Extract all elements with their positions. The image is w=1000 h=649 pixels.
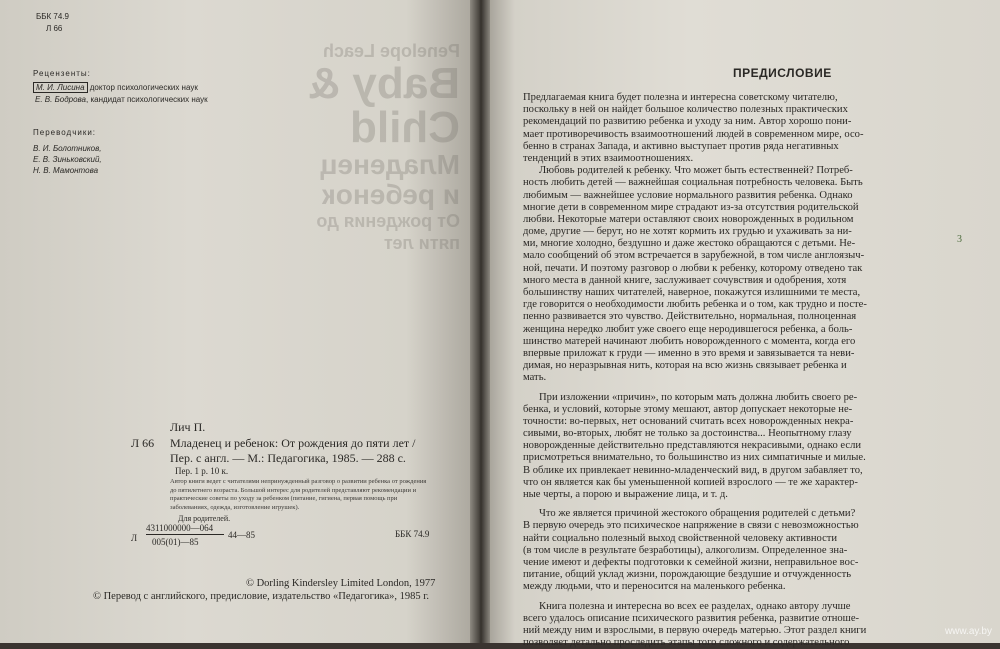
bbk-code-top: ББК 74.9 (36, 12, 69, 21)
paragraph-gap (523, 385, 951, 392)
text-line: впервые приложат к груди — именно в это время и завязывается та неви- (523, 347, 855, 359)
text-line: мать. (523, 372, 547, 384)
text-line: многие дети в современном мире страдают из-за отсутствия родительской (523, 201, 859, 213)
text-line: позволяет детально проследить этапы того сложного и содержательного (523, 637, 850, 649)
catalog-imprint-line: Пер. с англ. — М.: Педагогика, 1985. — 288 с. (170, 451, 406, 465)
text-line: где говорится о необходимости любить ребенка и о том, как трудно и посте- (523, 299, 867, 311)
text-line: много места в данной книге, заслуживает сочувствия и одобрения, хотя (523, 274, 847, 286)
ghost-line: Penelope Leach (322, 41, 460, 61)
text-line: тенденций в этих взаимоотношениях. (523, 152, 694, 164)
text-line: (в том числе в результате безработицы), алкоголизм. Определенное зна- (523, 544, 848, 556)
translator-2: Е. В. Зиньковский, (33, 155, 102, 164)
translator-3: Н. В. Мамонтова (33, 166, 99, 175)
copyright-original: © Dorling Kindersley Limited London, 1977 (246, 578, 436, 589)
reviewer-title-1: доктор психологических наук (89, 83, 198, 92)
text-line: что он является как бы уменьшенной копией взрослого — те же характер- (523, 476, 858, 488)
translator-1: В. И. Болотников, (33, 144, 102, 153)
ghost-line: Младенец и ребенок (320, 149, 460, 210)
text-line: ность любить детей — важнейшая социальная потребность человека. Быть (523, 177, 863, 189)
reviewer-line-1 (33, 83, 198, 92)
text-line: сивыми, во-вторых, любят не только за достоинства... Неопытному глазу (523, 428, 852, 440)
text-line: шинство матерей начинают любить новорожденного с момента, когда его (523, 335, 856, 347)
catalog-fraction-number: 44—85 (228, 530, 255, 540)
catalog-annotation: Автор книги ведет с читателями непринужденный разговор о развитии ребенка от рождения до пятилетнего возраста. Большой интерес для родителей представляют рекомендации и практические советы по уходу за ребенком (питание, гигиена, первая помощь при заболеваниях, одежда, изготовление игрушек). (170, 478, 427, 511)
text-line: Книга полезна и интересна во всех ее разделах, однако автору лучше (539, 600, 851, 612)
book-gutter (470, 0, 490, 643)
reviewer-line-2 (35, 95, 208, 104)
text-line: В облике их привлекает невинно-младенческий вид, в другом забавляет то, (523, 464, 863, 476)
text-line: поскольку в ней он найдет большое количество полезных практических (523, 104, 848, 116)
catalog-price: Пер. 1 р. 10 к. (175, 466, 229, 476)
text-line: между людьми, что и переносится на маленького ребенка. (523, 581, 786, 593)
catalog-fraction-bottom: 005(01)—85 (152, 537, 199, 547)
text-line: димая, но неразрывная нить, которая на всю жизнь связывает ребенка и (523, 360, 847, 372)
page-number: 3 (957, 234, 962, 245)
text-line: пенно развивается это чувство. Действительно, нормальная, полноценная (523, 311, 857, 323)
text-line: точности: во-первых, нет оснований считать всех новорожденных некра- (523, 415, 854, 427)
text-line: Любовь родителей к ребенку. Что может быть естественней? Потреб- (539, 165, 853, 177)
catalog-title-line: Младенец и ребенок: От рождения до пяти лет / (170, 436, 416, 450)
page-title: ПРЕДИСЛОВИЕ (733, 66, 832, 80)
catalog-fraction-top: 4311000000—064 (146, 523, 214, 533)
paragraph-gap (523, 501, 951, 508)
text-line: питание, общий уклад жизни, порождающие бездушие и отчужденность (523, 569, 852, 581)
text-line: любимым — важнейшее условие нормального развития ребенка. Однако (523, 189, 853, 201)
catalog-code: Л 66 (131, 436, 155, 450)
reviewer-title-2: , кандидат психологических наук (86, 95, 208, 104)
paragraph-gap (523, 594, 951, 601)
reviewers-label: Рецензенты: (33, 69, 91, 78)
watermark: www.ay.by (944, 626, 992, 637)
text-line: новорожденные действительно представляются некрасивыми, однако если (523, 440, 862, 452)
text-line: ной, печати. И поэтому разговор о любви к ребенку, которому отведено так (523, 262, 863, 274)
text-line: чение имеют и дефекты подготовки к семейной жизни, неправильное вос- (523, 556, 859, 568)
reviewer-name-2: Е. В. Бодрова (35, 95, 86, 104)
translators-label: Переводчики: (33, 128, 97, 137)
text-line: бенно в странах Запада, и активно выступает против ряда негативных (523, 140, 839, 152)
catalog-audience: Для родителей. (178, 514, 231, 523)
copyright-translation: © Перевод с английского, предисловие, издательство «Педагогика», 1985 г. (93, 591, 430, 602)
text-line: найти социально полезный выход свойственной человеку активности (523, 532, 838, 544)
text-line: большинству наших читателей, наверное, покажутся излишними те места, (523, 287, 861, 298)
text-line: Предлагаемая книга будет полезна и интересна советскому читателю, (523, 92, 838, 103)
text-line: доме, другие — берут, но не хотят кормить их грудью и ухаживать за ни- (523, 226, 852, 238)
bbk-code-bottom: ББК 74.9 (395, 529, 430, 539)
text-line: ные черты, а порою и выражение лица, и т. д. (523, 489, 728, 500)
text-line: любви. Некоторые матери оставляют своих новорожденных в родильном (523, 213, 854, 225)
text-line: ми, многие холодно, бездушно и даже жестоко обращаются с детьми. Не- (523, 238, 856, 250)
bleed-through-cover-text (300, 40, 460, 253)
text-line: мало сообщений об этом встречается в зарубежной, в том числе англоязыч- (523, 250, 865, 262)
text-line: Что же является причиной жестокого обращения родителей с детьми? (539, 508, 856, 520)
text-line: всего удалось описание психического развития ребенка, развитие отноше- (523, 612, 860, 624)
ghost-line: От рождения до пяти лет (316, 211, 460, 253)
catalog-code-top: Л 66 (46, 24, 63, 33)
reviewer-name-1: М. И. Лисина (33, 82, 88, 93)
text-line: мает противоречивость взаимоотношений людей в современном мире, осо- (523, 128, 864, 140)
text-line: При изложении «причин», по которым мать должна любить своего ре- (539, 391, 858, 403)
text-line: бенка, и условий, которые этому мешают, автор допускает некоторые не- (523, 403, 853, 415)
ghost-line: Baby & Child (308, 59, 460, 152)
fraction-bar (146, 534, 224, 535)
text-line: рекомендаций по развитию ребенка и уходу за ним. Автор хорошо пони- (523, 116, 852, 128)
text-line: женщина нередко любит уже своего еще неродившегося ребенка, а боль- (523, 323, 853, 335)
text-line: ний между ним и взрослыми, в первую очередь матерью. Этот раздел книги (523, 624, 867, 636)
text-line: В первую очередь это психическое напряжение в связи с невозможностью (523, 520, 859, 532)
catalog-author: Лич П. (170, 420, 206, 434)
preface-body (523, 92, 951, 649)
catalog-code-l: Л (131, 533, 138, 543)
text-line: присмотреться внимательно, то большинство из них симпатичные и милые. (523, 452, 866, 464)
